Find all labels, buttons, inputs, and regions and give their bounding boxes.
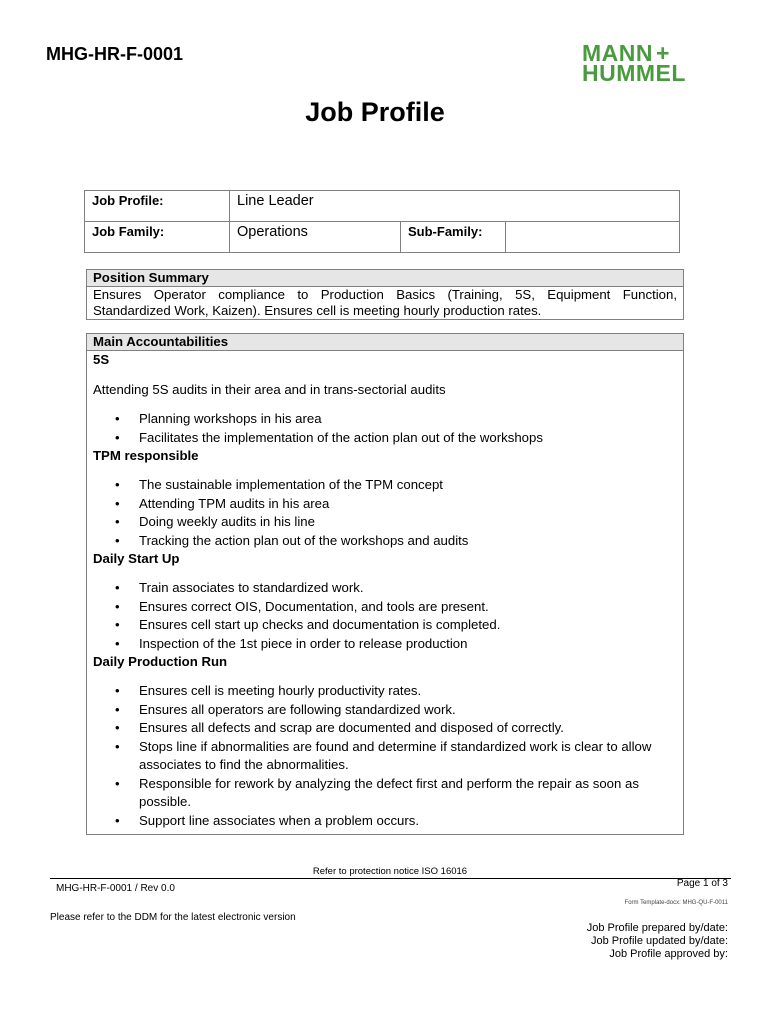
section-tpm-list xyxy=(93,476,677,550)
list-item: • Ensures all defects and scrap are documented and disposed of correctly. xyxy=(139,719,677,738)
section-5s-paragraph: Attending 5S audits in their area and in trans-sectorial audits xyxy=(93,382,446,397)
company-logo xyxy=(582,40,707,86)
page-number: Page 1 of 3 xyxy=(676,878,728,889)
job-family-row xyxy=(85,222,680,253)
list-item: • Tracking the action plan out of the workshops and audits xyxy=(139,532,677,551)
position-summary-heading: Position Summary xyxy=(87,270,683,287)
updated-by: Job Profile updated by/date: xyxy=(591,935,728,947)
list-item: • Support line associates when a problem occurs. xyxy=(139,812,677,831)
sub-family-value xyxy=(506,222,680,253)
list-item: • Ensures cell is meeting hourly productivity rates. xyxy=(139,682,677,701)
main-accountabilities-heading: Main Accountabilities xyxy=(87,334,683,351)
document-id: MHG-HR-F-0001 xyxy=(46,44,184,64)
job-profile-value: Line Leader xyxy=(230,191,680,222)
list-item: • Planning workshops in his area xyxy=(139,410,677,429)
list-item: • Ensures all operators are following standardized work. xyxy=(139,701,677,720)
logo-plus: + xyxy=(656,40,670,66)
sub-family-label: Sub-Family: xyxy=(401,222,506,253)
job-family-label: Job Family: xyxy=(85,222,230,253)
ddm-notice: Please refer to the DDM for the latest electronic version xyxy=(50,912,296,923)
main-accountabilities xyxy=(86,333,684,835)
position-summary-text: Ensures Operator compliance to Production Basics (Training, 5S, Equipment Function, Standardized Work, Kaizen). Ensures cell is meeting hourly production rates. xyxy=(93,287,677,318)
list-item: • Ensures correct OIS, Documentation, and tools are present. xyxy=(139,598,677,617)
list-item: • Ensures cell start up checks and documentation is completed. xyxy=(139,616,677,635)
list-item: • Responsible for rework by analyzing the defect first and perform the repair as soon as possible. xyxy=(139,775,677,812)
form-template-label: Form Template-docx: MHG-QU-F-0011 xyxy=(624,900,728,906)
footer-divider xyxy=(50,878,731,879)
approval-block xyxy=(480,922,728,961)
section-daily-production-run-list xyxy=(93,682,677,830)
list-item: • Doing weekly audits in his line xyxy=(139,513,677,532)
logo-line1: MANN xyxy=(582,40,653,66)
position-summary xyxy=(86,269,684,320)
list-item: • Inspection of the 1st piece in order to release production xyxy=(139,635,677,654)
page-title: Job Profile xyxy=(305,97,445,127)
job-profile-label: Job Profile: xyxy=(85,191,230,222)
section-daily-production-run-title: Daily Production Run xyxy=(93,654,228,669)
section-tpm-title: TPM responsible xyxy=(93,448,199,463)
section-5s-title: 5S xyxy=(93,352,110,367)
section-5s-list xyxy=(93,410,677,447)
section-daily-start-up-list xyxy=(93,579,677,653)
section-daily-start-up-title: Daily Start Up xyxy=(93,551,180,566)
job-profile-row xyxy=(85,191,680,222)
job-info-table xyxy=(84,190,680,253)
revision-label: MHG-HR-F-0001 / Rev 0.0 xyxy=(56,883,175,894)
approved-by: Job Profile approved by: xyxy=(609,948,728,960)
list-item: • Attending TPM audits in his area xyxy=(139,495,677,514)
list-item: • Stops line if abnormalities are found and determine if standardized work is clear to allow associates to find the abnormalities. xyxy=(139,738,677,775)
logo-line2: HUMMEL xyxy=(582,60,686,86)
protection-notice: Refer to protection notice ISO 16016 xyxy=(312,866,468,877)
prepared-by: Job Profile prepared by/date: xyxy=(586,922,728,934)
list-item: • The sustainable implementation of the TPM concept xyxy=(139,476,677,495)
job-family-value: Operations xyxy=(230,222,401,253)
list-item: • Train associates to standardized work. xyxy=(139,579,677,598)
list-item: • Facilitates the implementation of the action plan out of the workshops xyxy=(139,429,677,448)
